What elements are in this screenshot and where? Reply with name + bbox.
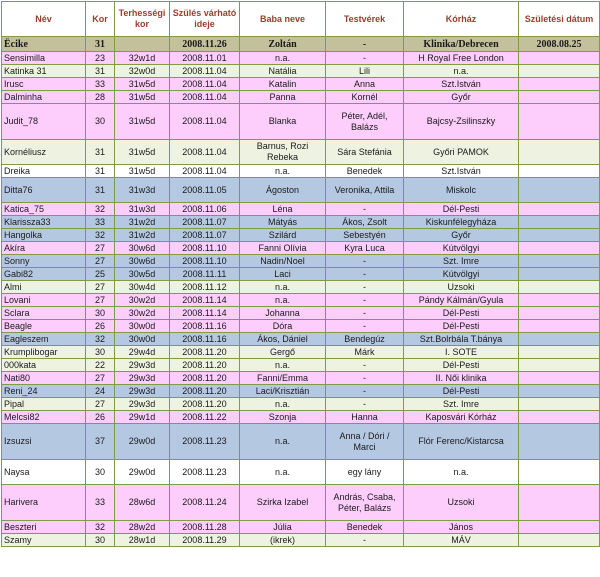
cell-nev: Klarissza33 <box>2 216 86 229</box>
cell-szules-varhato-ideje: 2008.11.20 <box>170 359 240 372</box>
cell-testverek: Ákos, Zsolt <box>326 216 404 229</box>
cell-testverek: Sebestyén <box>326 229 404 242</box>
table-row <box>2 521 600 534</box>
cell-terhessegi-kor: 31w3d <box>115 178 170 203</box>
cell-baba-neve: n.a. <box>240 460 326 485</box>
cell-korhaz: Miskolc <box>404 178 519 203</box>
cell-szuletesi-datum <box>519 534 600 547</box>
cell-testverek: - <box>326 372 404 385</box>
cell-kor: 27 <box>86 281 115 294</box>
cell-nev: Ditta76 <box>2 178 86 203</box>
cell-kor: 28 <box>86 91 115 104</box>
cell-kor: 23 <box>86 52 115 65</box>
cell-baba-neve: Dóra <box>240 320 326 333</box>
cell-terhessegi-kor: 30w0d <box>115 320 170 333</box>
cell-szuletesi-datum <box>519 460 600 485</box>
cell-szules-varhato-ideje: 2008.11.16 <box>170 320 240 333</box>
cell-baba-neve: n.a. <box>240 281 326 294</box>
cell-nev: Gabi82 <box>2 268 86 281</box>
cell-korhaz: Szt. Imre <box>404 398 519 411</box>
cell-nev: Lovani <box>2 294 86 307</box>
cell-testverek: Benedek <box>326 165 404 178</box>
cell-korhaz: n.a. <box>404 460 519 485</box>
page <box>1 1 600 547</box>
cell-nev: Dalminha <box>2 91 86 104</box>
cell-terhessegi-kor: 28w2d <box>115 521 170 534</box>
cell-szules-varhato-ideje: 2008.11.23 <box>170 460 240 485</box>
cell-baba-neve: Fanni Olívia <box>240 242 326 255</box>
cell-korhaz: Dél-Pesti <box>404 307 519 320</box>
cell-testverek: Anna <box>326 78 404 91</box>
due-date-table <box>1 1 600 547</box>
cell-terhessegi-kor: 30w6d <box>115 255 170 268</box>
cell-szuletesi-datum <box>519 385 600 398</box>
cell-baba-neve: Nadin/Noel <box>240 255 326 268</box>
cell-szules-varhato-ideje: 2008.11.29 <box>170 534 240 547</box>
cell-terhessegi-kor: 29w1d <box>115 411 170 424</box>
table-row <box>2 485 600 521</box>
cell-szules-varhato-ideje: 2008.11.23 <box>170 424 240 460</box>
cell-szuletesi-datum <box>519 104 600 140</box>
table-row <box>2 534 600 547</box>
cell-terhessegi-kor: 29w3d <box>115 398 170 411</box>
cell-korhaz: Bajcsy-Zsilinszky <box>404 104 519 140</box>
table-row <box>2 140 600 165</box>
cell-szuletesi-datum <box>519 372 600 385</box>
cell-szules-varhato-ideje: 2008.11.04 <box>170 65 240 78</box>
cell-terhessegi-kor: 29w0d <box>115 424 170 460</box>
cell-szules-varhato-ideje: 2008.11.04 <box>170 104 240 140</box>
cell-szuletesi-datum <box>519 307 600 320</box>
cell-korhaz: Uzsoki <box>404 281 519 294</box>
cell-korhaz: Klinika/Debrecen <box>404 37 519 52</box>
cell-korhaz: Kiskunfélegyháza <box>404 216 519 229</box>
cell-szules-varhato-ideje: 2008.11.04 <box>170 140 240 165</box>
cell-korhaz: I. SOTE <box>404 346 519 359</box>
cell-szuletesi-datum <box>519 398 600 411</box>
header-nev: Név <box>2 2 86 37</box>
table-row <box>2 65 600 78</box>
cell-nev: Eagleszem <box>2 333 86 346</box>
table-row <box>2 52 600 65</box>
cell-testverek: - <box>326 320 404 333</box>
cell-testverek: Hanna <box>326 411 404 424</box>
cell-terhessegi-kor: 31w5d <box>115 78 170 91</box>
cell-korhaz: Kútvölgyi <box>404 242 519 255</box>
cell-korhaz: n.a. <box>404 65 519 78</box>
cell-nev: Sensimilla <box>2 52 86 65</box>
table-row <box>2 216 600 229</box>
header-szuletesi-datum: Születési dátum <box>519 2 600 37</box>
cell-kor: 31 <box>86 140 115 165</box>
cell-nev: Melcsi82 <box>2 411 86 424</box>
cell-korhaz: Győr <box>404 91 519 104</box>
cell-terhessegi-kor: 31w3d <box>115 203 170 216</box>
cell-terhessegi-kor: 30w4d <box>115 281 170 294</box>
cell-korhaz: Szt.Bolrbála T.bánya <box>404 333 519 346</box>
cell-terhessegi-kor <box>115 37 170 52</box>
header-terhessegi-kor: Terhességi kor <box>115 2 170 37</box>
cell-kor: 27 <box>86 255 115 268</box>
cell-kor: 30 <box>86 346 115 359</box>
cell-szules-varhato-ideje: 2008.11.20 <box>170 385 240 398</box>
cell-korhaz: II. Női klinika <box>404 372 519 385</box>
cell-szules-varhato-ideje: 2008.11.12 <box>170 281 240 294</box>
cell-testverek: - <box>326 385 404 398</box>
header-kor: Kor <box>86 2 115 37</box>
cell-baba-neve: Panna <box>240 91 326 104</box>
header-szules-varhato-ideje: Szülés várható ideje <box>170 2 240 37</box>
table-row <box>2 372 600 385</box>
cell-baba-neve: Blanka <box>240 104 326 140</box>
cell-terhessegi-kor: 32w0d <box>115 65 170 78</box>
header-row <box>2 2 600 37</box>
cell-szules-varhato-ideje: 2008.11.01 <box>170 52 240 65</box>
table-row <box>2 346 600 359</box>
cell-nev: Katinka 31 <box>2 65 86 78</box>
cell-szules-varhato-ideje: 2008.11.10 <box>170 255 240 268</box>
cell-baba-neve: Ákos, Dániel <box>240 333 326 346</box>
table-row <box>2 398 600 411</box>
cell-szuletesi-datum <box>519 411 600 424</box>
cell-baba-neve: Léna <box>240 203 326 216</box>
cell-terhessegi-kor: 30w2d <box>115 307 170 320</box>
cell-testverek: Benedek <box>326 521 404 534</box>
cell-baba-neve: Katalin <box>240 78 326 91</box>
cell-kor: 32 <box>86 521 115 534</box>
cell-kor: 31 <box>86 165 115 178</box>
cell-terhessegi-kor: 29w4d <box>115 346 170 359</box>
cell-kor: 30 <box>86 307 115 320</box>
table-row <box>2 255 600 268</box>
cell-baba-neve: (ikrek) <box>240 534 326 547</box>
cell-kor: 25 <box>86 268 115 281</box>
cell-baba-neve: Barnus, Rozi Rebeka <box>240 140 326 165</box>
cell-korhaz: Dél-Pesti <box>404 385 519 398</box>
cell-terhessegi-kor: 31w5d <box>115 140 170 165</box>
cell-kor: 37 <box>86 424 115 460</box>
cell-testverek: - <box>326 294 404 307</box>
cell-baba-neve: n.a. <box>240 165 326 178</box>
cell-testverek: - <box>326 359 404 372</box>
cell-testverek: - <box>326 307 404 320</box>
cell-szules-varhato-ideje: 2008.11.10 <box>170 242 240 255</box>
cell-korhaz: Pándy Kálmán/Gyula <box>404 294 519 307</box>
cell-terhessegi-kor: 31w5d <box>115 91 170 104</box>
cell-szules-varhato-ideje: 2008.11.16 <box>170 333 240 346</box>
cell-korhaz: Dél-Pesti <box>404 359 519 372</box>
cell-nev: Nati80 <box>2 372 86 385</box>
cell-nev: Akíra <box>2 242 86 255</box>
cell-szuletesi-datum <box>519 359 600 372</box>
cell-testverek: Péter, Adél, Balázs <box>326 104 404 140</box>
cell-szules-varhato-ideje: 2008.11.04 <box>170 91 240 104</box>
cell-kor: 24 <box>86 385 115 398</box>
cell-testverek: András, Csaba, Péter, Balázs <box>326 485 404 521</box>
cell-terhessegi-kor: 32w1d <box>115 52 170 65</box>
cell-szuletesi-datum <box>519 333 600 346</box>
cell-kor: 33 <box>86 78 115 91</box>
table-row <box>2 320 600 333</box>
cell-kor: 31 <box>86 65 115 78</box>
cell-nev: Almi <box>2 281 86 294</box>
table-row <box>2 203 600 216</box>
table-row <box>2 268 600 281</box>
cell-testverek: - <box>326 203 404 216</box>
cell-baba-neve: n.a. <box>240 424 326 460</box>
cell-testverek: - <box>326 37 404 52</box>
cell-szules-varhato-ideje: 2008.11.28 <box>170 521 240 534</box>
cell-nev: Naysa <box>2 460 86 485</box>
table-row <box>2 91 600 104</box>
cell-terhessegi-kor: 31w2d <box>115 216 170 229</box>
cell-testverek: Sára Stefánia <box>326 140 404 165</box>
cell-szuletesi-datum <box>519 281 600 294</box>
cell-szules-varhato-ideje: 2008.11.04 <box>170 165 240 178</box>
cell-szuletesi-datum <box>519 346 600 359</box>
cell-korhaz: MÁV <box>404 534 519 547</box>
cell-szuletesi-datum <box>519 229 600 242</box>
table-row <box>2 333 600 346</box>
cell-nev: Ëcike <box>2 37 86 52</box>
cell-kor: 26 <box>86 320 115 333</box>
cell-korhaz: Dél-Pesti <box>404 203 519 216</box>
cell-szules-varhato-ideje: 2008.11.11 <box>170 268 240 281</box>
cell-szuletesi-datum <box>519 216 600 229</box>
cell-kor: 30 <box>86 534 115 547</box>
cell-szules-varhato-ideje: 2008.11.14 <box>170 294 240 307</box>
cell-szules-varhato-ideje: 2008.11.20 <box>170 372 240 385</box>
cell-korhaz: Győri PAMOK <box>404 140 519 165</box>
cell-baba-neve: Zoltán <box>240 37 326 52</box>
cell-terhessegi-kor: 29w3d <box>115 359 170 372</box>
header-testverek: Testvérek <box>326 2 404 37</box>
cell-testverek: Veronika, Attila <box>326 178 404 203</box>
cell-szuletesi-datum <box>519 65 600 78</box>
table-row <box>2 165 600 178</box>
table-row <box>2 359 600 372</box>
table-row <box>2 104 600 140</box>
cell-nev: Hangolka <box>2 229 86 242</box>
cell-kor: 22 <box>86 359 115 372</box>
cell-baba-neve: n.a. <box>240 294 326 307</box>
cell-korhaz: Flór Ferenc/Kistarcsa <box>404 424 519 460</box>
cell-nev: 000kata <box>2 359 86 372</box>
cell-szuletesi-datum <box>519 140 600 165</box>
header-korhaz: Kórház <box>404 2 519 37</box>
table-row <box>2 281 600 294</box>
cell-szules-varhato-ideje: 2008.11.04 <box>170 78 240 91</box>
cell-testverek: Lili <box>326 65 404 78</box>
cell-korhaz: Győr <box>404 229 519 242</box>
cell-testverek: - <box>326 268 404 281</box>
table-body <box>2 37 600 547</box>
cell-baba-neve: n.a. <box>240 398 326 411</box>
cell-szules-varhato-ideje: 2008.11.06 <box>170 203 240 216</box>
cell-nev: Szamy <box>2 534 86 547</box>
cell-baba-neve: Szonja <box>240 411 326 424</box>
header-baba-neve: Baba neve <box>240 2 326 37</box>
cell-kor: 30 <box>86 104 115 140</box>
cell-terhessegi-kor: 28w1d <box>115 534 170 547</box>
cell-nev: Izsuzsi <box>2 424 86 460</box>
cell-nev: Reni_24 <box>2 385 86 398</box>
table-row <box>2 424 600 460</box>
cell-szuletesi-datum <box>519 268 600 281</box>
cell-testverek: - <box>326 52 404 65</box>
cell-kor: 31 <box>86 178 115 203</box>
cell-kor: 32 <box>86 229 115 242</box>
cell-baba-neve: Gergő <box>240 346 326 359</box>
cell-nev: Krumplibogar <box>2 346 86 359</box>
cell-korhaz: János <box>404 521 519 534</box>
table-row <box>2 242 600 255</box>
cell-nev: Judit_78 <box>2 104 86 140</box>
cell-szuletesi-datum <box>519 91 600 104</box>
cell-szuletesi-datum <box>519 424 600 460</box>
cell-baba-neve: n.a. <box>240 52 326 65</box>
cell-terhessegi-kor: 30w6d <box>115 242 170 255</box>
cell-nev: Irusc <box>2 78 86 91</box>
cell-szuletesi-datum <box>519 242 600 255</box>
cell-baba-neve: Fanni/Emma <box>240 372 326 385</box>
cell-nev: Sclara <box>2 307 86 320</box>
cell-baba-neve: Ágoston <box>240 178 326 203</box>
cell-nev: Harivera <box>2 485 86 521</box>
cell-kor: 27 <box>86 294 115 307</box>
cell-kor: 32 <box>86 333 115 346</box>
cell-szuletesi-datum <box>519 52 600 65</box>
cell-nev: Dreika <box>2 165 86 178</box>
cell-testverek: Anna / Dóri / Marci <box>326 424 404 460</box>
cell-kor: 32 <box>86 203 115 216</box>
cell-terhessegi-kor: 29w3d <box>115 372 170 385</box>
cell-testverek: - <box>326 255 404 268</box>
cell-kor: 27 <box>86 372 115 385</box>
cell-terhessegi-kor: 31w5d <box>115 165 170 178</box>
cell-terhessegi-kor: 30w5d <box>115 268 170 281</box>
table-row <box>2 307 600 320</box>
cell-testverek: Bendegúz <box>326 333 404 346</box>
cell-kor: 27 <box>86 398 115 411</box>
cell-testverek: - <box>326 398 404 411</box>
cell-korhaz: Dél-Pesti <box>404 320 519 333</box>
cell-baba-neve: Júlia <box>240 521 326 534</box>
cell-szules-varhato-ideje: 2008.11.07 <box>170 229 240 242</box>
cell-korhaz: Szt. Imre <box>404 255 519 268</box>
cell-szules-varhato-ideje: 2008.11.07 <box>170 216 240 229</box>
cell-nev: Sonny <box>2 255 86 268</box>
cell-szuletesi-datum <box>519 485 600 521</box>
cell-nev: Beszteri <box>2 521 86 534</box>
cell-nev: Kornéliusz <box>2 140 86 165</box>
cell-szuletesi-datum <box>519 255 600 268</box>
table-row <box>2 411 600 424</box>
cell-szules-varhato-ideje: 2008.11.22 <box>170 411 240 424</box>
cell-kor: 27 <box>86 242 115 255</box>
cell-szuletesi-datum: 2008.08.25 <box>519 37 600 52</box>
cell-nev: Beagle <box>2 320 86 333</box>
cell-baba-neve: Johanna <box>240 307 326 320</box>
cell-baba-neve: Szilárd <box>240 229 326 242</box>
table-row <box>2 78 600 91</box>
cell-szules-varhato-ideje: 2008.11.20 <box>170 346 240 359</box>
cell-kor: 33 <box>86 216 115 229</box>
cell-baba-neve: n.a. <box>240 359 326 372</box>
cell-szuletesi-datum <box>519 521 600 534</box>
cell-szules-varhato-ideje: 2008.11.26 <box>170 37 240 52</box>
cell-korhaz: Szt.István <box>404 78 519 91</box>
cell-testverek: Kyra Luca <box>326 242 404 255</box>
cell-szules-varhato-ideje: 2008.11.20 <box>170 398 240 411</box>
cell-kor: 26 <box>86 411 115 424</box>
cell-terhessegi-kor: 30w0d <box>115 333 170 346</box>
table-row <box>2 178 600 203</box>
cell-testverek: egy lány <box>326 460 404 485</box>
cell-nev: Katica_75 <box>2 203 86 216</box>
table-row <box>2 294 600 307</box>
cell-szuletesi-datum <box>519 78 600 91</box>
cell-terhessegi-kor: 28w6d <box>115 485 170 521</box>
cell-szuletesi-datum <box>519 165 600 178</box>
cell-terhessegi-kor: 30w2d <box>115 294 170 307</box>
cell-korhaz: Uzsoki <box>404 485 519 521</box>
cell-testverek: - <box>326 281 404 294</box>
cell-szules-varhato-ideje: 2008.11.05 <box>170 178 240 203</box>
cell-baba-neve: Natália <box>240 65 326 78</box>
table-row <box>2 37 600 52</box>
cell-terhessegi-kor: 31w2d <box>115 229 170 242</box>
cell-baba-neve: Szirka Izabel <box>240 485 326 521</box>
cell-szuletesi-datum <box>519 320 600 333</box>
cell-kor: 33 <box>86 485 115 521</box>
cell-korhaz: Kaposvári Kórház <box>404 411 519 424</box>
cell-testverek: Márk <box>326 346 404 359</box>
cell-baba-neve: Laci <box>240 268 326 281</box>
cell-szules-varhato-ideje: 2008.11.14 <box>170 307 240 320</box>
table-row <box>2 460 600 485</box>
cell-korhaz: H Royal Free London <box>404 52 519 65</box>
cell-szuletesi-datum <box>519 203 600 216</box>
cell-baba-neve: Laci/Krisztián <box>240 385 326 398</box>
cell-terhessegi-kor: 31w5d <box>115 104 170 140</box>
cell-korhaz: Kútvölgyi <box>404 268 519 281</box>
table-row <box>2 385 600 398</box>
cell-szuletesi-datum <box>519 178 600 203</box>
cell-kor: 31 <box>86 37 115 52</box>
cell-testverek: Kornél <box>326 91 404 104</box>
cell-szules-varhato-ideje: 2008.11.24 <box>170 485 240 521</box>
cell-szuletesi-datum <box>519 294 600 307</box>
cell-kor: 30 <box>86 460 115 485</box>
cell-nev: Pipal <box>2 398 86 411</box>
cell-terhessegi-kor: 29w3d <box>115 385 170 398</box>
table-row <box>2 229 600 242</box>
cell-korhaz: Szt.István <box>404 165 519 178</box>
cell-baba-neve: Mátyás <box>240 216 326 229</box>
cell-terhessegi-kor: 29w0d <box>115 460 170 485</box>
cell-testverek: - <box>326 534 404 547</box>
